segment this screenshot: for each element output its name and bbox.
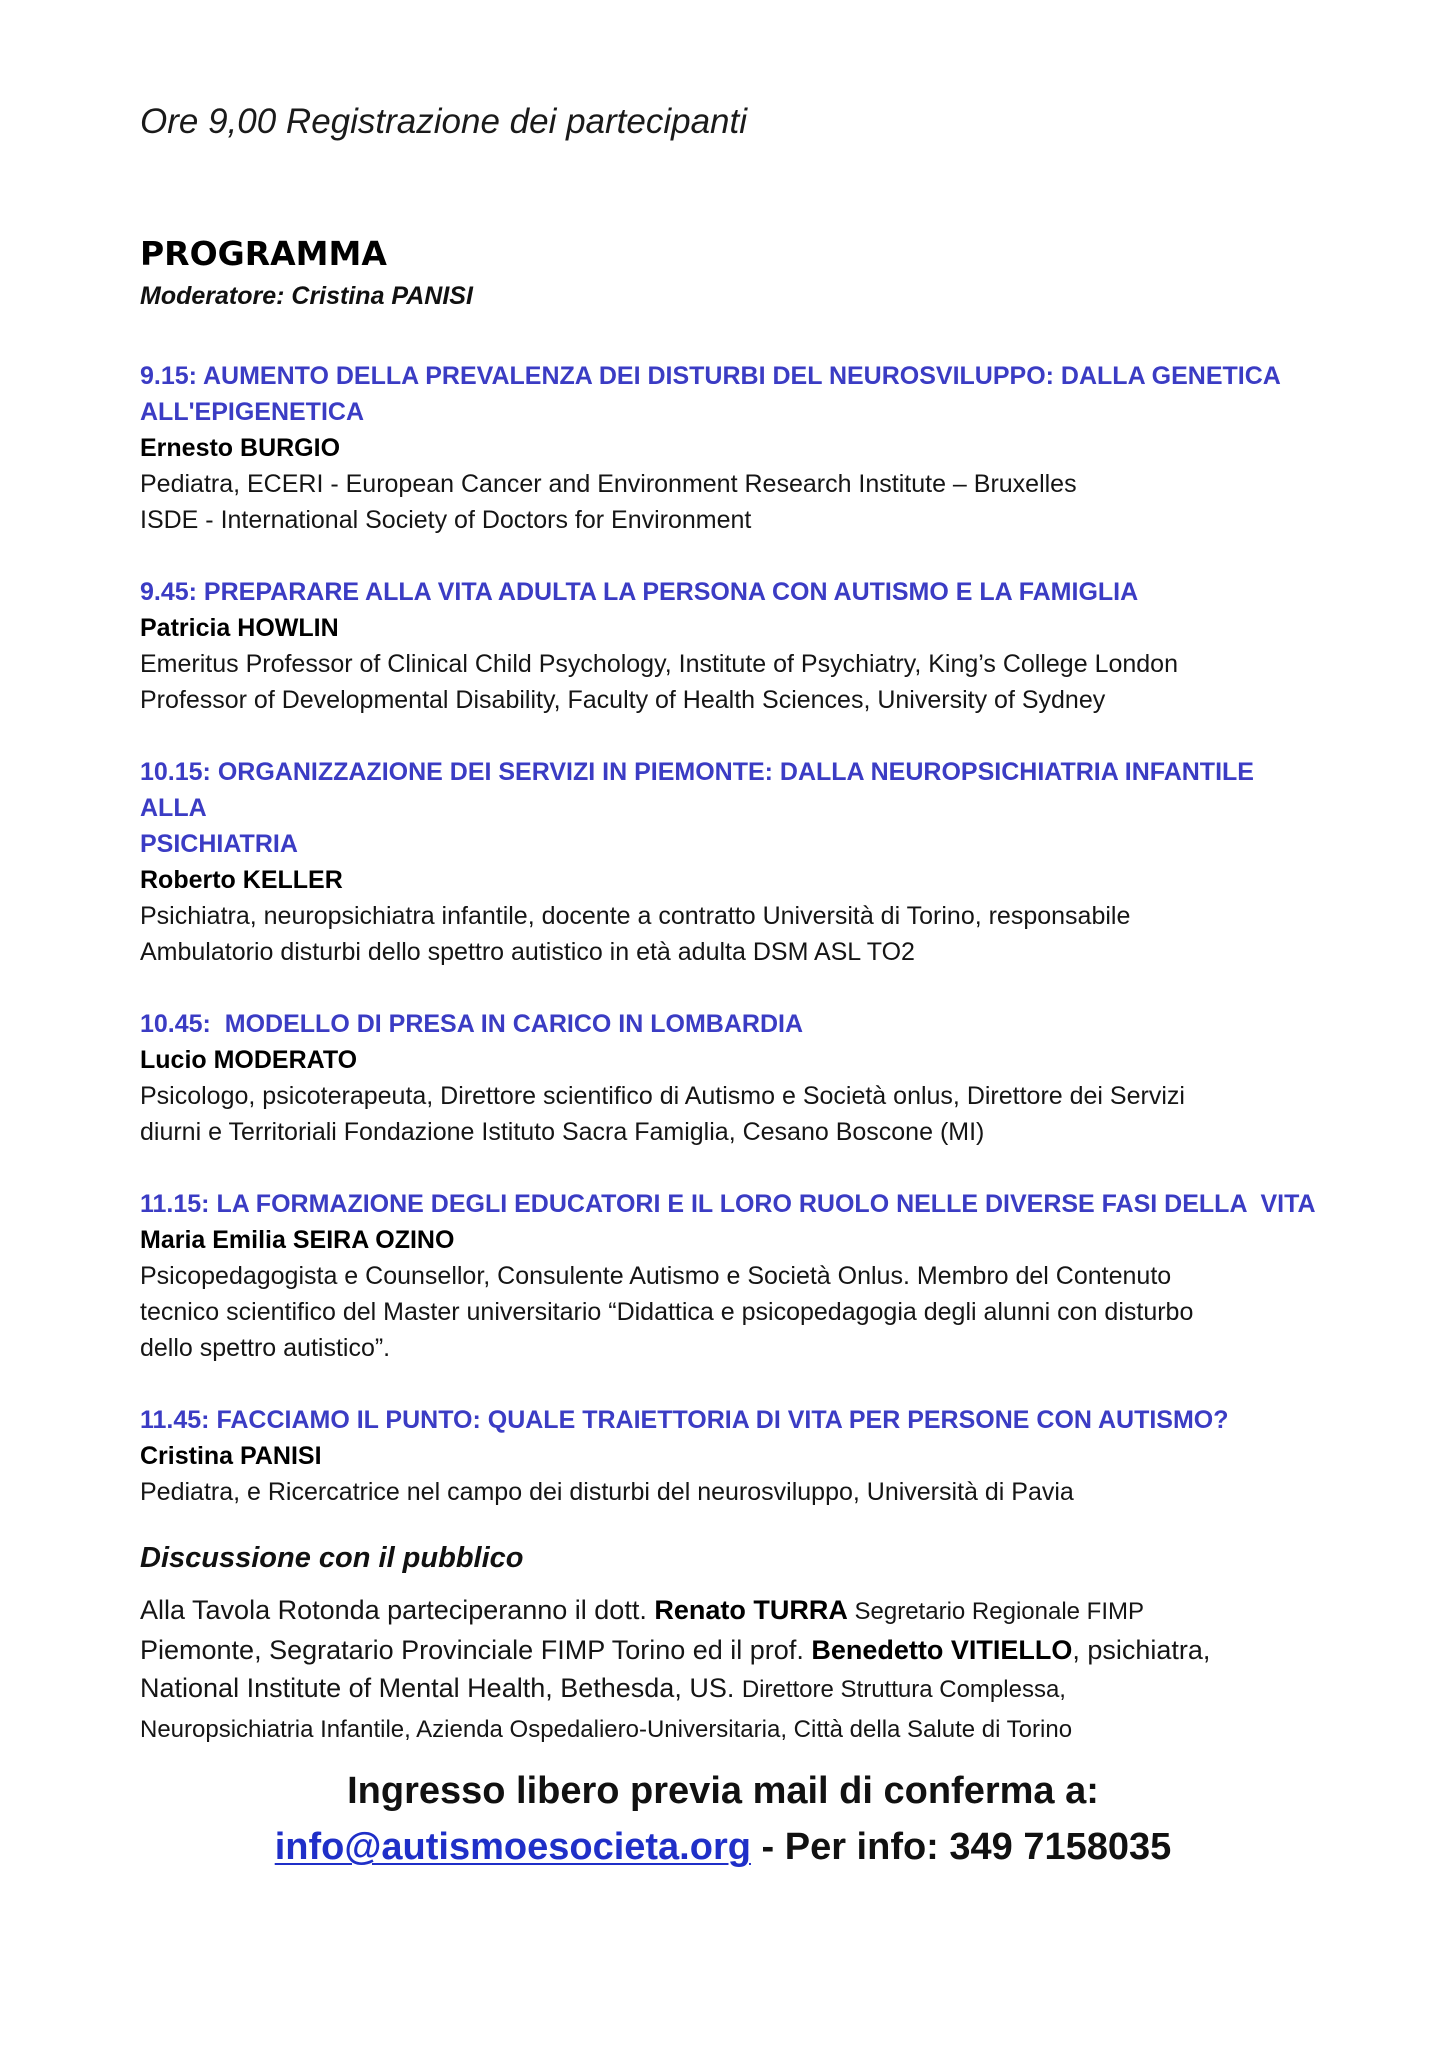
speaker-name: Maria Emilia SEIRA OZINO bbox=[140, 1225, 455, 1254]
session-item bbox=[140, 1186, 1320, 1366]
round-table-text: Piemonte, Segratario Provinciale FIMP Torino ed il prof. bbox=[140, 1635, 812, 1666]
speaker-affiliation: Psicologo, psicoterapeuta, Direttore scientifico di Autismo e Società onlus, Direttore dei Servizi bbox=[140, 1081, 1185, 1110]
guest-name: Benedetto VITIELLO bbox=[811, 1635, 1073, 1666]
registration-footer bbox=[0, 1766, 1446, 1872]
round-table-text: Alla Tavola Rotonda parteciperanno il dott. bbox=[140, 1595, 655, 1626]
speaker-affiliation: tecnico scientifico del Master universitario “Didattica e psicopedagogia degli alunni con disturbo bbox=[140, 1297, 1194, 1326]
speaker-affiliation: Psichiatra, neuropsichiatra infantile, docente a contratto Università di Torino, responsabile bbox=[140, 901, 1131, 930]
document-page bbox=[140, 100, 1320, 1749]
speaker-name: Ernesto BURGIO bbox=[140, 433, 341, 462]
email-link[interactable]: info@autismoesocieta.org bbox=[274, 1826, 751, 1868]
session-item bbox=[140, 358, 1320, 538]
session-list bbox=[140, 358, 1320, 1510]
speaker-affiliation: Psicopedagogista e Counsellor, Consulente Autismo e Società Onlus. Membro del Contenuto bbox=[140, 1261, 1172, 1290]
session-title: 10.45: MODELLO DI PRESA IN CARICO IN LOMBARDIA bbox=[140, 1009, 804, 1038]
speaker-affiliation: Ambulatorio disturbi dello spettro autistico in età adulta DSM ASL TO2 bbox=[140, 937, 915, 966]
speaker-name: Roberto KELLER bbox=[140, 865, 343, 894]
programma-heading: PROGRAMMA bbox=[140, 233, 387, 273]
speaker-affiliation: Emeritus Professor of Clinical Child Psychology, Institute of Psychiatry, King’s College London bbox=[140, 649, 1178, 678]
speaker-name: Lucio MODERATO bbox=[140, 1045, 358, 1074]
session-item bbox=[140, 574, 1320, 718]
round-table-text: Neuropsichiatria Infantile, Azienda Ospedaliero-Universitaria, Città della Salute di Torino bbox=[140, 1716, 1073, 1744]
speaker-affiliation: Pediatra, e Ricercatrice nel campo dei disturbi del neurosviluppo, Università di Pavia bbox=[140, 1477, 1074, 1506]
round-table-text: , psichiatra, bbox=[1072, 1635, 1211, 1666]
session-title: 9.15: AUMENTO DELLA PREVALENZA DEI DISTURBI DEL NEUROSVILUPPO: DALLA GENETICA bbox=[140, 361, 1281, 390]
session-item bbox=[140, 1402, 1320, 1510]
session-title: ALL'EPIGENETICA bbox=[140, 397, 365, 426]
session-item bbox=[140, 1006, 1320, 1150]
session-title: 10.15: ORGANIZZAZIONE DEI SERVIZI IN PIEMONTE: DALLA NEUROPSICHIATRIA INFANTILE ALLA bbox=[140, 757, 1254, 822]
round-table-text: National Institute of Mental Health, Bethesda, US. bbox=[140, 1673, 742, 1704]
session-title: 11.15: LA FORMAZIONE DEGLI EDUCATORI E IL LORO RUOLO NELLE DIVERSE FASI DELLA VITA bbox=[140, 1189, 1316, 1218]
speaker-affiliation: ISDE - International Society of Doctors for Environment bbox=[140, 505, 752, 534]
session-item bbox=[140, 754, 1320, 970]
session-title: 9.45: PREPARARE ALLA VITA ADULTA LA PERSONA CON AUTISMO E LA FAMIGLIA bbox=[140, 577, 1139, 606]
phone-info: - Per info: 349 7158035 bbox=[750, 1826, 1172, 1868]
round-table-paragraph bbox=[140, 1591, 1320, 1749]
free-entry-notice: Ingresso libero previa mail di conferma a: bbox=[347, 1770, 1099, 1812]
session-title: 11.45: FACCIAMO IL PUNTO: QUALE TRAIETTORIA DI VITA PER PERSONE CON AUTISMO? bbox=[140, 1405, 1229, 1434]
moderator-line: Moderatore: Cristina PANISI bbox=[140, 282, 473, 311]
speaker-affiliation: diurni e Territoriali Fondazione Istituto Sacra Famiglia, Cesano Boscone (MI) bbox=[140, 1117, 985, 1146]
registration-time: Ore 9,00 Registrazione dei partecipanti bbox=[140, 102, 748, 141]
guest-name: Renato TURRA bbox=[654, 1595, 848, 1626]
contact-line bbox=[0, 1822, 1446, 1872]
round-table-text: Segretario Regionale FIMP bbox=[847, 1598, 1144, 1626]
speaker-name: Cristina PANISI bbox=[140, 1441, 322, 1470]
session-title: PSICHIATRIA bbox=[140, 829, 298, 858]
speaker-affiliation: Professor of Developmental Disability, Faculty of Health Sciences, University of Sydney bbox=[140, 685, 1106, 714]
round-table-text: Direttore Struttura Complessa, bbox=[741, 1676, 1066, 1704]
speaker-affiliation: Pediatra, ECERI - European Cancer and Environment Research Institute – Bruxelles bbox=[140, 469, 1077, 498]
speaker-affiliation: dello spettro autistico”. bbox=[140, 1333, 391, 1362]
discussion-heading: Discussione con il pubblico bbox=[140, 1541, 524, 1574]
speaker-name: Patricia HOWLIN bbox=[140, 613, 339, 642]
